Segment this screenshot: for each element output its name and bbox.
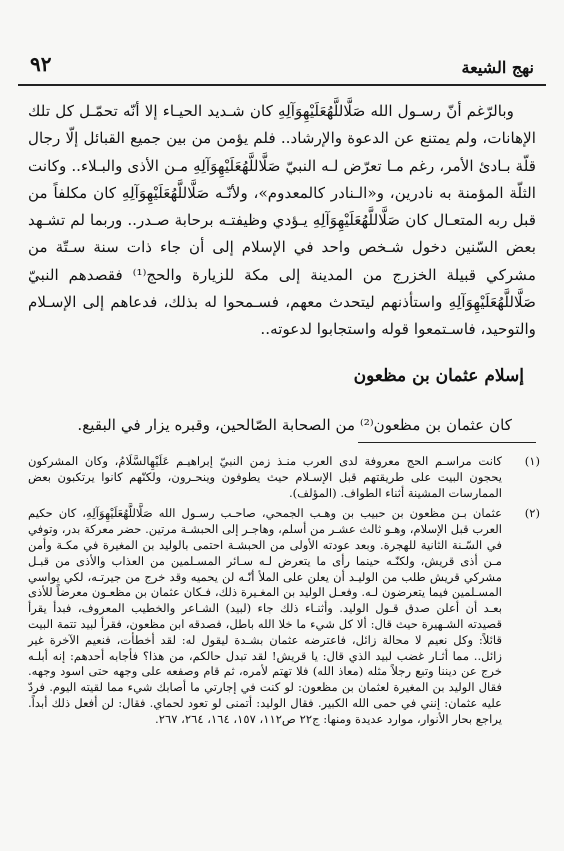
header-rule — [18, 84, 546, 86]
main-text — [28, 98, 536, 344]
footnote-text: كانت مراسـم الحج معروفة لدى العرب منـذ زمن النبيّ إبراهيـم عَلَيْهِالسَّلَامُ، وكان المشركون يحجون البيت على طريقتهم قبل الإسـلام حيث يطوفون وينحـرون، ولكنّهم كانوا يرتكبون بعض الممارسات المشينة أثناء الطواف. (المؤلف). — [28, 454, 502, 500]
section-paragraph: كان عثمان بن مظعون⁽²⁾ من الصحابة الصّالحين، وقبره يزار في البقيع. — [77, 416, 512, 434]
section-heading: إسلام عثمان بن مظعون — [353, 366, 524, 386]
footnote-1 — [28, 454, 540, 501]
footnote-number: (١) — [524, 454, 540, 468]
body-paragraph: وبالرّغم أنّ رسـول الله صَلَّاللَّهُعَلَيْهِوَآلِهِ كان شـديد الحيـاء إلا أنّه تحمّـل كل تلك الإهانات، ولم يمتنع عن الدعوة والإرشاد.. فلم يؤمن من بين جميع القبائل إلّا رجال قلّة بـادئ الأمر، رغم مـا تعرّض لـه النبيّ صَلَّاللَّهُعَلَيْهِوَآلِهِ مـن الأذى والبـلاء.. وكانت الثلّة المؤمنة به نادرين، و«الـنادر كالمعدوم»، ولأنّـه صَلَّاللَّهُعَلَيْهِوَآلِهِ كان مكلفاً من قبل ربه المتعـال كان صَلَّاللَّهُعَلَيْهِوَآلِهِ يـؤدي وظيفتـه برحابة صـدر.. وربما لم تشـهد بعض السّنين دخول شـخص واحد في الإسلام إلى أن جاء ذات سنة سـتّة من مشركي قبيلة الخزرج من المدينة إلى مكة للزيارة والحج⁽¹⁾ فقصدهم النبيّ صَلَّاللَّهُعَلَيْهِوَآلِهِ واستأذنهم ليتحدث معهم، فسـمحوا له بذلك، فدعاهم إلى الإسـلام والتوحيد، فاسـتمعوا قوله واستجابوا لدعوته.. — [28, 102, 536, 339]
footnote-number: (٢) — [524, 506, 540, 521]
footnote-text: عثمان بـن مظعون بن حبيب بن وهـب الجمحي، صاحـب رسـول الله صَلَّاللَّهُعَلَيْهِوَآلِهِ، كان حكيم العرب قبل الإسلام، وهـو ثالث عشـر من أسلم، وهاجـر إلى الحبشـة مرتين. حضر معركة بدر، وتوفي في السّـنة الثانية للهجرة. وبعد عودته الأولى من الحبشـة احتمى بالوليد بن المغيرة في مكـة وأمن مـن أذى قريش، ولكنّـه حينما رأى ما يتعرض لـه سـائر المسـلمين من العذاب والأذى من قبـل مشركي قريش طلب من الوليـد أن يعلن على الملأ أنّـه لن يحميه وقد خرج من جيرتـه، لكي يواسي المسـلمين فيما يتعرضون لـه. وفعـل الوليد بن المغـيرة ذلك، فـكان عثمان بن مظعـون معرضاً للأذى بعـد أن أعلن صدق قـول الوليد. وأثنـاء ذلك جاء (لبيد) الشـاعر والخطيب المعروف، فبدأ يقرأ قصيدته الشـهيرة حيث قال: ألا كل شيء ما خلا الله باطل، فصدقه ابن مظعون، فقرأ لبيد تتمة البيت قائلاً: وكل نعيم لا محالة زائل، فاعترضه عثمان بشـدة ليقول له: لقد أخطأت، فنعيم الآخرة غير زائل.. مما أثـار غضب لبيد الذي قال: يا قريش! لقد تبدل حالكم، من هذا؟ فأجابه أحدهم: إنه أبلـه خرج عن ديننا وتبع رجلاً مثله (معاذ الله) فلا تهتم لأمره، ثم قام وصفعه على وجهه حتى اسود وجهه. فقال الوليد بن المغيرة لعثمان بن مظعون: لو كنت في إجارتي ما أصابك شيء مما لقيته اليوم. فردّ عليه عثمان: إنني في حمى الله الكبير. فقال الوليد: أتمنى لو تعود لحماي. فقال: لن أفعل ذلك أبداً. يراجع بحار الأنوار، موارد عديدة ومنها: ج٢٢ ص١١٢، ١٥٧، ١٦٤، ٢٦٤، ٢٦٧. — [28, 506, 502, 726]
footnote-divider — [358, 442, 536, 443]
running-title: نهج الشيعة — [461, 58, 534, 77]
page-number: ٩٢ — [30, 52, 52, 76]
footnote-2 — [28, 506, 540, 727]
footnotes — [28, 454, 540, 733]
